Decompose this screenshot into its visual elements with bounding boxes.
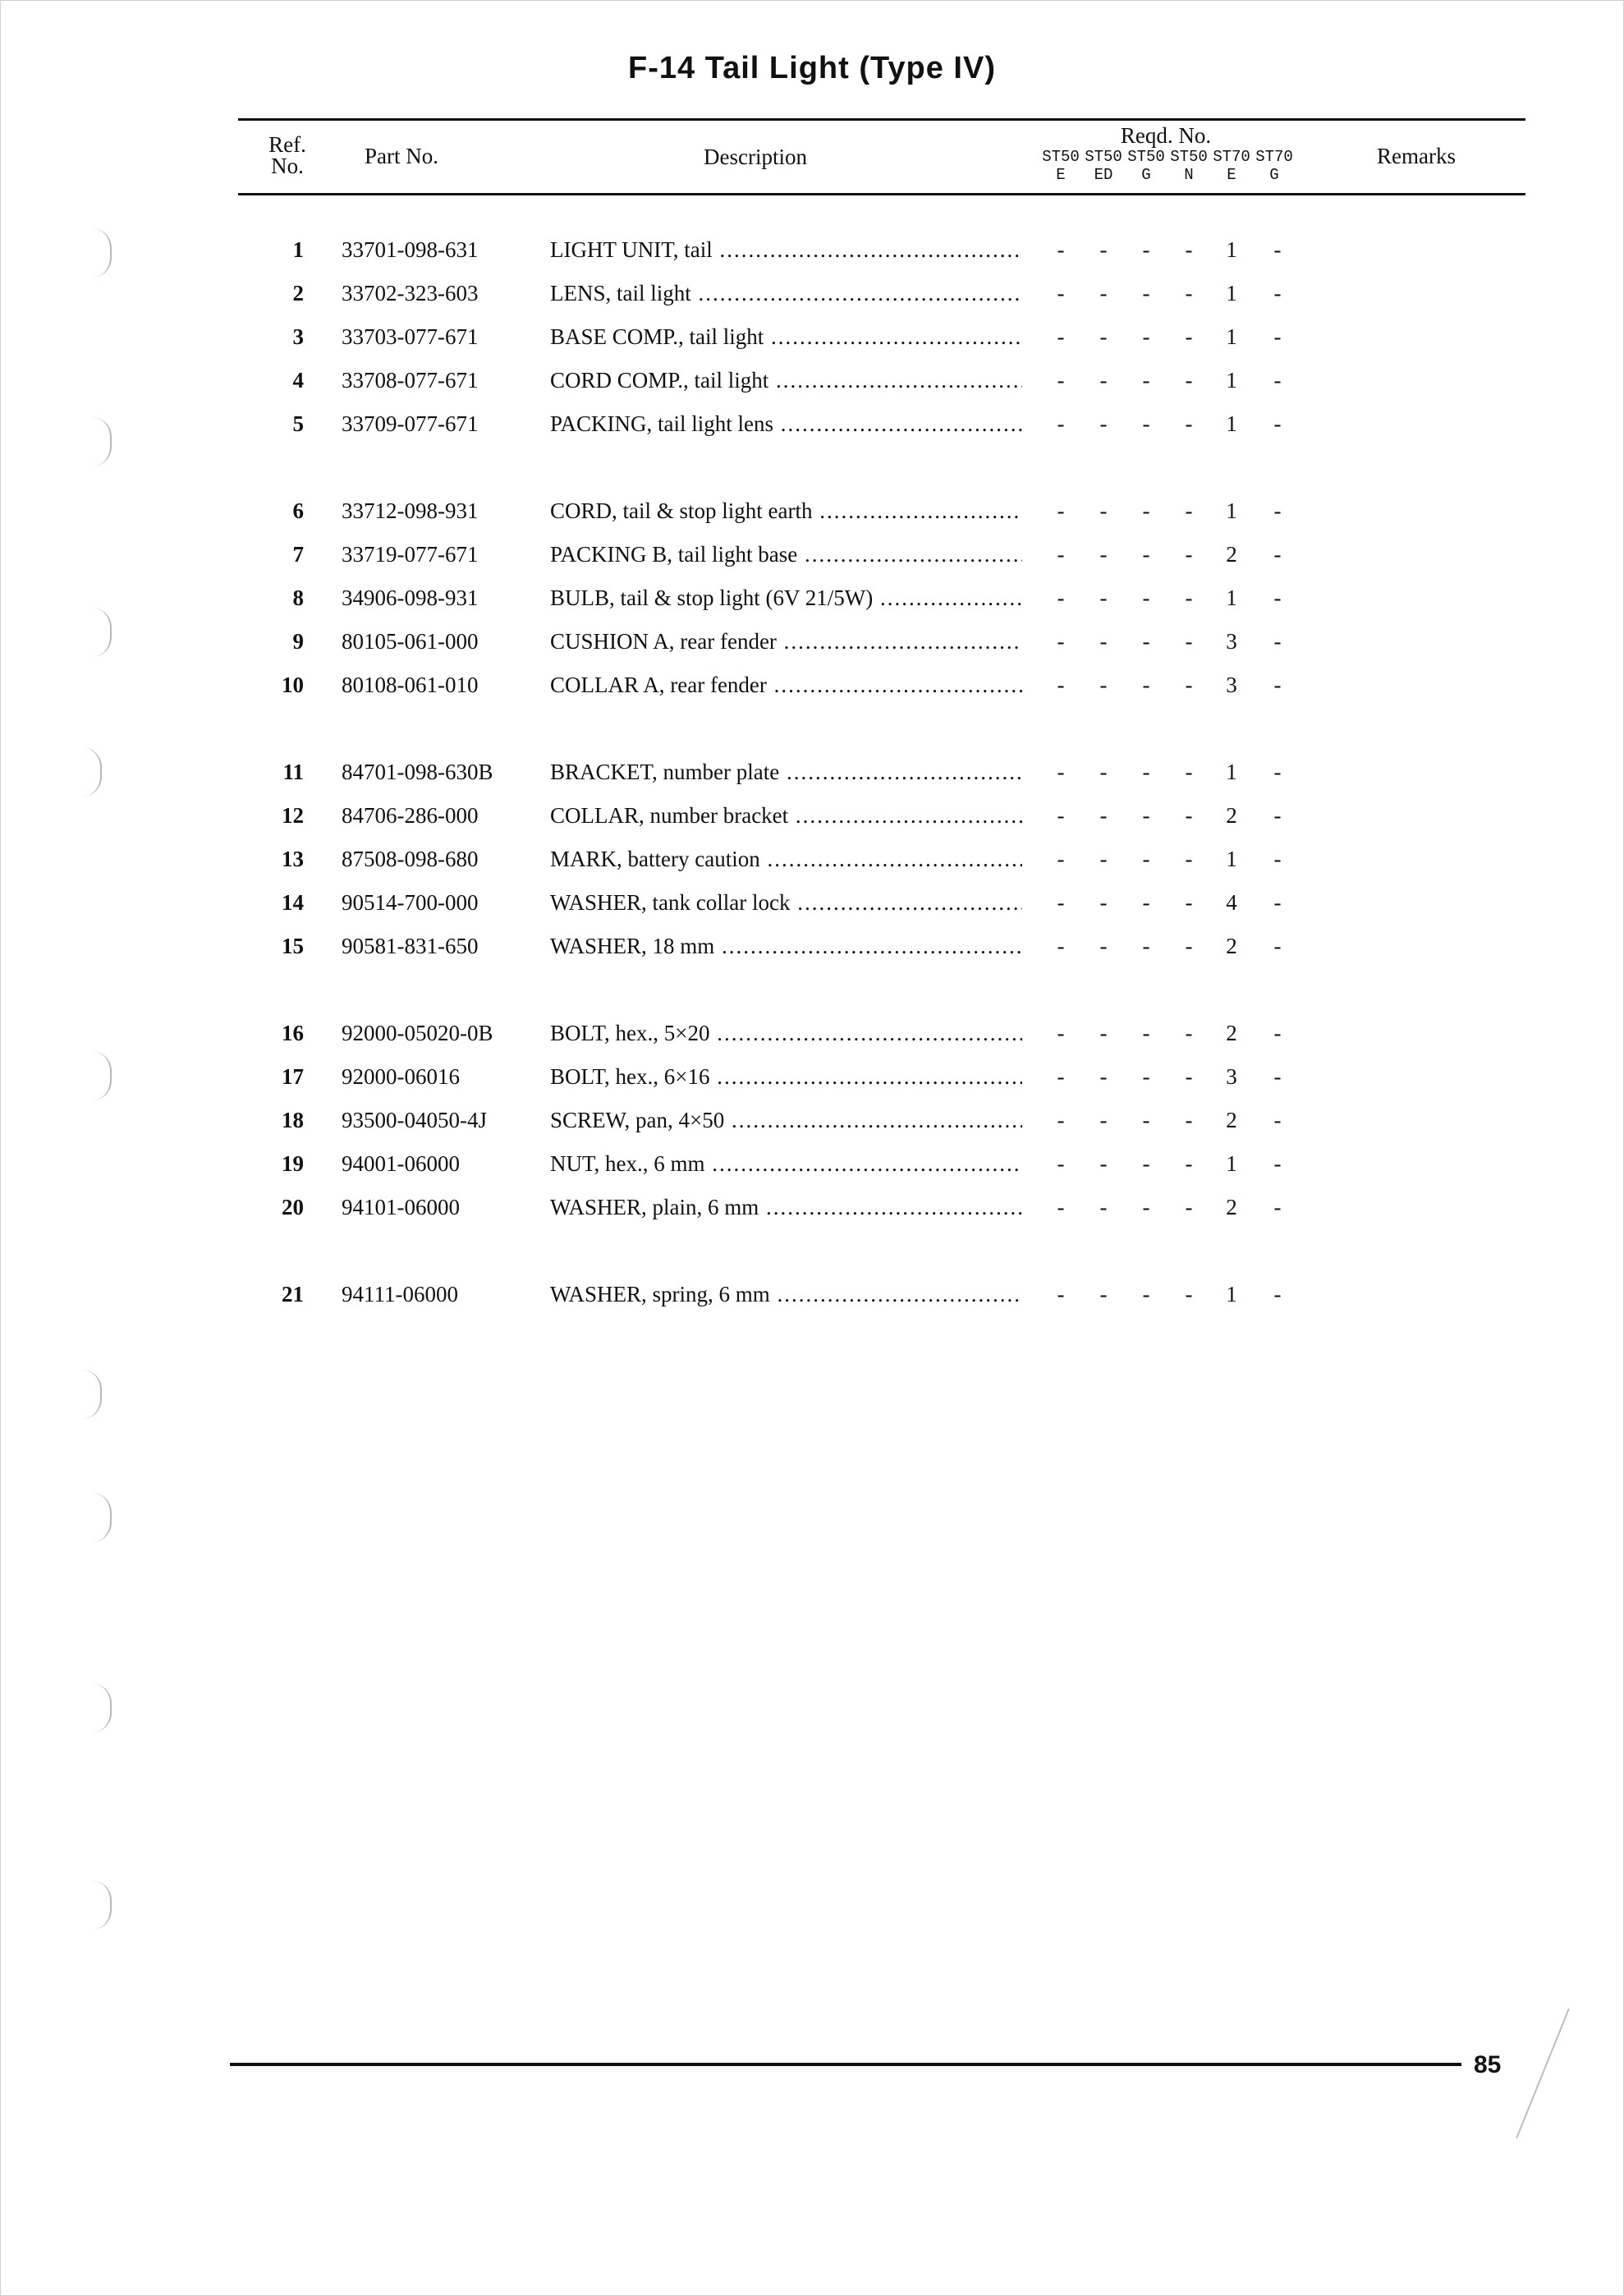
required-quantity: - (1273, 324, 1282, 349)
part-description: NUT, hex., 6 mm ..... (550, 1147, 1022, 1180)
ref-number: 4 (292, 368, 304, 393)
required-quantity: - (1057, 1282, 1065, 1306)
page-number: 85 (1474, 2051, 1502, 2078)
part-description: COLLAR, number bracket ..... (550, 799, 1022, 832)
model-header: ST50 E (1042, 148, 1080, 184)
model-header: ST70 G (1255, 148, 1293, 184)
required-quantity: - (1099, 1282, 1108, 1306)
ref-number: 2 (292, 281, 304, 305)
required-quantity: - (1273, 803, 1282, 828)
table-row (0, 277, 1624, 310)
required-quantity: - (1273, 585, 1282, 610)
part-number: 94101-06000 (342, 1195, 460, 1219)
part-description: WASHER, spring, 6 mm ..... (550, 1278, 1022, 1311)
required-quantity: 1 (1226, 237, 1237, 262)
required-quantity: - (1099, 1021, 1108, 1045)
required-quantity: - (1142, 629, 1150, 654)
required-quantity: - (1273, 542, 1282, 567)
table-row (0, 1104, 1624, 1137)
part-description: WASHER, plain, 6 mm ..... (550, 1191, 1022, 1224)
required-quantity: - (1142, 847, 1150, 871)
required-quantity: - (1185, 629, 1193, 654)
required-quantity: - (1185, 673, 1193, 697)
header-ref (255, 134, 320, 177)
required-quantity: - (1057, 237, 1065, 262)
required-quantity: - (1099, 760, 1108, 784)
part-description: BOLT, hex., 5×20 ..... (550, 1017, 1022, 1049)
required-quantity: - (1099, 803, 1108, 828)
required-quantity: - (1273, 1108, 1282, 1132)
required-quantity: - (1142, 1195, 1150, 1219)
required-quantity: - (1057, 411, 1065, 436)
part-number: 80108-061-010 (342, 673, 479, 697)
required-quantity: - (1099, 324, 1108, 349)
required-quantity: - (1185, 368, 1193, 393)
required-quantity: - (1273, 1021, 1282, 1045)
required-quantity: 3 (1226, 1064, 1237, 1089)
required-quantity: - (1057, 1108, 1065, 1132)
required-quantity: - (1142, 498, 1150, 523)
required-quantity: - (1057, 934, 1065, 958)
part-description: PACKING B, tail light base ..... (550, 538, 1022, 571)
required-quantity: 1 (1226, 411, 1237, 436)
model-header: ST50 N (1170, 148, 1208, 184)
required-quantity: - (1057, 585, 1065, 610)
part-number: 33702-323-603 (342, 281, 479, 305)
part-description: LIGHT UNIT, tail ..... (550, 233, 1022, 266)
part-number: 92000-06016 (342, 1064, 460, 1089)
required-quantity: - (1142, 1021, 1150, 1045)
header-reqd: Reqd. No. (1120, 123, 1212, 148)
required-quantity: - (1142, 760, 1150, 784)
part-description: CUSHION A, rear fender ..... (550, 625, 1022, 658)
required-quantity: - (1185, 324, 1193, 349)
required-quantity: - (1099, 498, 1108, 523)
required-quantity: - (1142, 673, 1150, 697)
table-row (0, 755, 1624, 788)
required-quantity: - (1099, 411, 1108, 436)
required-quantity: - (1099, 368, 1108, 393)
part-description: PACKING, tail light lens ..... (550, 407, 1022, 440)
required-quantity: - (1099, 542, 1108, 567)
part-description: SCREW, pan, 4×50 ..... (550, 1104, 1022, 1137)
part-number: 93500-04050-4J (342, 1108, 487, 1132)
required-quantity: - (1099, 585, 1108, 610)
required-quantity: - (1185, 411, 1193, 436)
required-quantity: - (1273, 1151, 1282, 1176)
required-quantity: - (1185, 760, 1193, 784)
required-quantity: 2 (1226, 934, 1237, 958)
part-description: BRACKET, number plate ..... (550, 755, 1022, 788)
required-quantity: 1 (1226, 1282, 1237, 1306)
required-quantity: - (1273, 281, 1282, 305)
required-quantity: 4 (1226, 890, 1237, 915)
required-quantity: - (1273, 934, 1282, 958)
required-quantity: - (1099, 1195, 1108, 1219)
required-quantity: - (1185, 1195, 1193, 1219)
footer-rule (230, 2063, 1461, 2066)
required-quantity: - (1099, 847, 1108, 871)
part-number: 33701-098-631 (342, 237, 479, 262)
table-row (0, 1191, 1624, 1224)
required-quantity: - (1185, 585, 1193, 610)
part-description: BOLT, hex., 6×16 ..... (550, 1060, 1022, 1093)
required-quantity: 3 (1226, 673, 1237, 697)
table-row (0, 1147, 1624, 1180)
ref-number: 18 (282, 1108, 304, 1132)
required-quantity: - (1142, 1108, 1150, 1132)
part-number: 92000-05020-0B (342, 1021, 493, 1045)
ref-number: 7 (292, 542, 304, 567)
model-header: ST50 ED (1085, 148, 1122, 184)
required-quantity: 1 (1226, 760, 1237, 784)
part-number: 33708-077-671 (342, 368, 479, 393)
part-number: 90514-700-000 (342, 890, 479, 915)
part-number: 80105-061-000 (342, 629, 479, 654)
required-quantity: - (1057, 803, 1065, 828)
required-quantity: - (1057, 281, 1065, 305)
table-row (0, 581, 1624, 614)
table-row (0, 1017, 1624, 1049)
header-remarks: Remarks (1377, 144, 1456, 168)
part-description: COLLAR A, rear fender ..... (550, 668, 1022, 701)
ref-number: 12 (282, 803, 304, 828)
required-quantity: - (1185, 237, 1193, 262)
required-quantity: 1 (1226, 585, 1237, 610)
required-quantity: - (1099, 934, 1108, 958)
required-quantity: - (1273, 498, 1282, 523)
model-header: ST70 E (1213, 148, 1250, 184)
part-number: 94001-06000 (342, 1151, 460, 1176)
required-quantity: - (1273, 673, 1282, 697)
required-quantity: - (1185, 1021, 1193, 1045)
required-quantity: - (1142, 281, 1150, 305)
required-quantity: - (1099, 673, 1108, 697)
ref-number: 17 (282, 1064, 304, 1089)
required-quantity: - (1057, 324, 1065, 349)
part-description: LENS, tail light ..... (550, 277, 1022, 310)
required-quantity: 3 (1226, 629, 1237, 654)
ref-number: 11 (282, 760, 304, 784)
required-quantity: 2 (1226, 1195, 1237, 1219)
part-number: 90581-831-650 (342, 934, 479, 958)
table-row (0, 364, 1624, 397)
required-quantity: - (1057, 498, 1065, 523)
part-number: 94111-06000 (342, 1282, 458, 1306)
part-description: CORD, tail & stop light earth ..... (550, 494, 1022, 527)
part-number: 87508-098-680 (342, 847, 479, 871)
required-quantity: 1 (1226, 368, 1237, 393)
required-quantity: - (1099, 1064, 1108, 1089)
ref-number: 13 (282, 847, 304, 871)
table-row (0, 668, 1624, 701)
required-quantity: - (1057, 1195, 1065, 1219)
required-quantity: - (1057, 890, 1065, 915)
required-quantity: - (1142, 1151, 1150, 1176)
required-quantity: - (1185, 1064, 1193, 1089)
required-quantity: - (1185, 1282, 1193, 1306)
required-quantity: - (1057, 673, 1065, 697)
required-quantity: - (1142, 890, 1150, 915)
required-quantity: - (1142, 1064, 1150, 1089)
required-quantity: 1 (1226, 281, 1237, 305)
part-description: WASHER, 18 mm ..... (550, 930, 1022, 962)
part-number: 33709-077-671 (342, 411, 479, 436)
required-quantity: - (1273, 629, 1282, 654)
ref-number: 1 (292, 237, 304, 262)
required-quantity: 1 (1226, 498, 1237, 523)
required-quantity: - (1142, 368, 1150, 393)
required-quantity: - (1142, 237, 1150, 262)
required-quantity: - (1099, 1151, 1108, 1176)
required-quantity: - (1185, 847, 1193, 871)
required-quantity: - (1142, 411, 1150, 436)
required-quantity: 1 (1226, 1151, 1237, 1176)
required-quantity: - (1273, 411, 1282, 436)
header-ref-line2: No. (271, 154, 304, 178)
required-quantity: - (1057, 760, 1065, 784)
required-quantity: - (1057, 542, 1065, 567)
required-quantity: - (1057, 847, 1065, 871)
required-quantity: - (1273, 760, 1282, 784)
required-quantity: - (1099, 1108, 1108, 1132)
required-quantity: 1 (1226, 847, 1237, 871)
part-number: 33703-077-671 (342, 324, 479, 349)
part-number: 33712-098-931 (342, 498, 479, 523)
ref-number: 16 (282, 1021, 304, 1045)
header-top-rule (238, 118, 1525, 121)
header-part-no: Part No. (365, 144, 438, 168)
required-quantity: - (1185, 1151, 1193, 1176)
required-quantity: - (1142, 803, 1150, 828)
required-quantity: - (1099, 237, 1108, 262)
table-row (0, 1278, 1624, 1311)
required-quantity: - (1273, 368, 1282, 393)
required-quantity: 2 (1226, 803, 1237, 828)
table-row (0, 799, 1624, 832)
required-quantity: - (1142, 934, 1150, 958)
required-quantity: - (1142, 324, 1150, 349)
table-row (0, 233, 1624, 266)
required-quantity: - (1099, 890, 1108, 915)
part-description: CORD COMP., tail light ..... (550, 364, 1022, 397)
required-quantity: - (1273, 847, 1282, 871)
required-quantity: - (1057, 629, 1065, 654)
part-description: WASHER, tank collar lock ..... (550, 886, 1022, 919)
header-bottom-rule (238, 193, 1525, 195)
required-quantity: - (1099, 281, 1108, 305)
required-quantity: 2 (1226, 1108, 1237, 1132)
ref-number: 14 (282, 890, 304, 915)
table-row (0, 625, 1624, 658)
table-row (0, 1060, 1624, 1093)
part-number: 84701-098-630B (342, 760, 493, 784)
ref-number: 8 (292, 585, 304, 610)
header-description: Description (704, 145, 807, 169)
table-row (0, 930, 1624, 962)
ref-number: 6 (292, 498, 304, 523)
required-quantity: - (1185, 498, 1193, 523)
ref-number: 21 (282, 1282, 304, 1306)
required-quantity: - (1142, 1282, 1150, 1306)
required-quantity: - (1273, 1195, 1282, 1219)
table-row (0, 320, 1624, 353)
table-row (0, 843, 1624, 875)
required-quantity: - (1142, 542, 1150, 567)
required-quantity: 1 (1226, 324, 1237, 349)
ref-number: 9 (292, 629, 304, 654)
table-row (0, 886, 1624, 919)
required-quantity: - (1185, 542, 1193, 567)
part-number: 34906-098-931 (342, 585, 479, 610)
part-description: BASE COMP., tail light ..... (550, 320, 1022, 353)
required-quantity: - (1057, 1064, 1065, 1089)
part-number: 84706-286-000 (342, 803, 479, 828)
required-quantity: - (1185, 934, 1193, 958)
page-title: F-14 Tail Light (Type IV) (628, 51, 996, 85)
part-description: MARK, battery caution ..... (550, 843, 1022, 875)
required-quantity: - (1057, 1151, 1065, 1176)
table-row (0, 494, 1624, 527)
required-quantity: 2 (1226, 1021, 1237, 1045)
table-row (0, 538, 1624, 571)
required-quantity: - (1057, 368, 1065, 393)
required-quantity: - (1273, 1282, 1282, 1306)
part-description: BULB, tail & stop light (6V 21/5W) ..... (550, 581, 1022, 614)
model-header: ST50 G (1127, 148, 1165, 184)
ref-number: 3 (292, 324, 304, 349)
table-row (0, 407, 1624, 440)
required-quantity: - (1273, 1064, 1282, 1089)
ref-number: 19 (282, 1151, 304, 1176)
required-quantity: - (1185, 890, 1193, 915)
part-number: 33719-077-671 (342, 542, 479, 567)
required-quantity: - (1142, 585, 1150, 610)
required-quantity: - (1185, 803, 1193, 828)
required-quantity: - (1273, 237, 1282, 262)
required-quantity: - (1099, 629, 1108, 654)
required-quantity: - (1185, 281, 1193, 305)
header-ref-line1: Ref. (268, 132, 306, 157)
ref-number: 15 (282, 934, 304, 958)
ref-number: 10 (282, 673, 304, 697)
required-quantity: 2 (1226, 542, 1237, 567)
required-quantity: - (1057, 1021, 1065, 1045)
required-quantity: - (1273, 890, 1282, 915)
ref-number: 20 (282, 1195, 304, 1219)
ref-number: 5 (292, 411, 304, 436)
required-quantity: - (1185, 1108, 1193, 1132)
